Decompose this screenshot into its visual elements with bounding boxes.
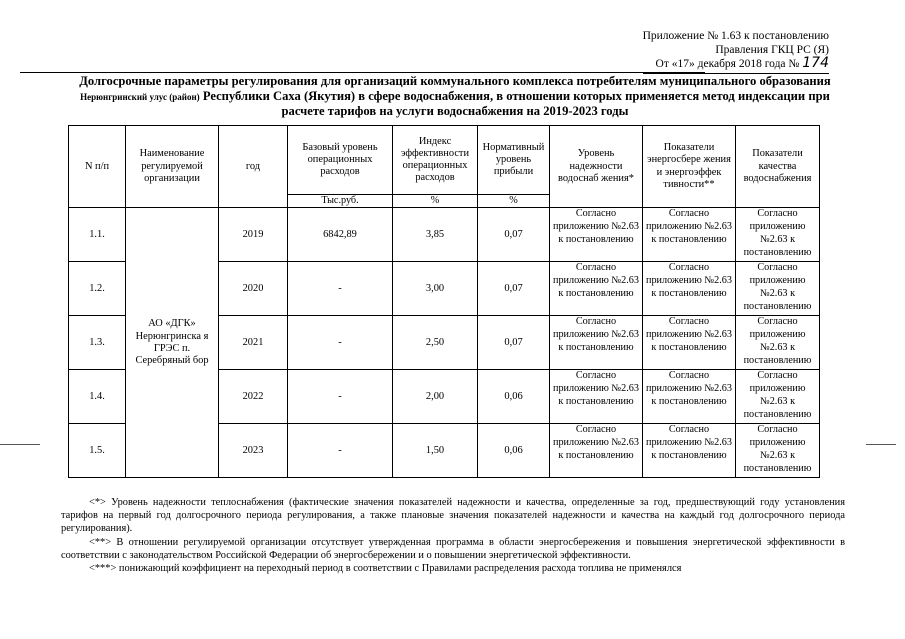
row-num: 1.4. (69, 370, 126, 424)
document-title (60, 74, 850, 119)
header-profit: Нормативный уровень прибыли (478, 126, 550, 195)
parameters-table (68, 125, 820, 478)
row-base: - (288, 424, 393, 478)
row-profit: 0,06 (478, 370, 550, 424)
header-quality: Показатели качества водоснабжения (736, 126, 820, 208)
header-reliability: Уровень надежности водоснаб жения* (550, 126, 643, 208)
row-year: 2021 (219, 316, 288, 370)
row-quality: Согласно приложению №2.63 к постановлению (736, 262, 820, 316)
row-reliability: Согласно приложению №2.63 к постановлению (550, 424, 643, 478)
row-num: 1.5. (69, 424, 126, 478)
row-profit: 0,07 (478, 262, 550, 316)
row-index: 1,50 (393, 424, 478, 478)
table-header-row (69, 126, 820, 195)
scan-artifact-line (866, 444, 896, 445)
row-reliability: Согласно приложению №2.63 к постановлению (550, 316, 643, 370)
row-energy: Согласно приложению №2.63 к постановлению (643, 262, 736, 316)
row-reliability: Согласно приложению №2.63 к постановлению (550, 208, 643, 262)
row-num: 1.3. (69, 316, 126, 370)
handwritten-number: 174 (802, 55, 829, 71)
row-energy: Согласно приложению №2.63 к постановлению (643, 424, 736, 478)
footnote-3: <***> понижающий коэффициент на переходный период в соответствии с Правилами распределения расхода топлива не применялся (89, 563, 682, 575)
footnote-1: <*> Уровень надежности теплоснабжения (фактические значения показателей надежности и качества, определенные за год, предшествующий году установления тарифов на первый год долгосрочного периода регулирования, а также плановые значения показателей надежности и качества на каждый год долгосрочного периода регулирования). (61, 497, 845, 535)
header-line-2: Правления ГКЦ РС (Я) (715, 43, 829, 56)
row-energy: Согласно приложению №2.63 к постановлению (643, 316, 736, 370)
organization-name: АО «ДГК» Нерюнгринска я ГРЭС п. Серебряный бор (126, 208, 219, 478)
header-num: N п/п (69, 126, 126, 208)
row-profit: 0,07 (478, 316, 550, 370)
row-base: - (288, 370, 393, 424)
row-num: 1.1. (69, 208, 126, 262)
header-index: Индекс эффективности операционных расходов (393, 126, 478, 195)
header-line-1: Приложение № 1.63 к постановлению (642, 30, 829, 42)
document-header (643, 30, 829, 74)
title-part-2: Республики Саха (Якутия) в сфере водоснабжения, в отношении которых применяется метод индексации при расчете тарифов на услуги водоснабжения на 2019-2023 годы (202, 88, 830, 118)
footnote-2: <**> В отношении регулируемой организации отсутствует утвержденная программа в области энергосбережения и повышения энергетической эффективности в соответствии с законодательством Российской Федерации об энергосбережении и о повышении энергетической эффективности. (61, 536, 845, 561)
row-num: 1.2. (69, 262, 126, 316)
row-energy: Согласно приложению №2.63 к постановлению (643, 208, 736, 262)
header-base: Базовый уровень операционных расходов (288, 126, 393, 195)
header-energy: Показатели энергосбере жения и энергоэффек тивности** (643, 126, 736, 208)
row-year: 2022 (219, 370, 288, 424)
row-quality: Согласно приложению №2.63 к постановлению (736, 208, 820, 262)
unit-index: % (393, 195, 478, 208)
header-date: От «17» декабря 2018 года № (655, 58, 800, 70)
table-row (69, 208, 820, 262)
row-quality: Согласно приложению №2.63 к постановлению (736, 316, 820, 370)
scan-artifact-line (0, 444, 40, 445)
title-part-1: Долгосрочные параметры регулирования для организаций коммунального комплекса потребителям муниципального образования (79, 74, 831, 88)
row-reliability: Согласно приложению №2.63 к постановлению (550, 370, 643, 424)
row-quality: Согласно приложению №2.63 к постановлению (736, 370, 820, 424)
footnotes (61, 496, 845, 575)
row-reliability: Согласно приложению №2.63 к постановлению (550, 262, 643, 316)
row-index: 2,50 (393, 316, 478, 370)
unit-profit: % (478, 195, 550, 208)
row-year: 2020 (219, 262, 288, 316)
header-org: Наименование регулируемой организации (126, 126, 219, 208)
title-district: Нерюнгринский улус (район) (80, 91, 200, 102)
row-index: 3,00 (393, 262, 478, 316)
header-year: год (219, 126, 288, 208)
row-index: 3,85 (393, 208, 478, 262)
row-year: 2019 (219, 208, 288, 262)
row-base: - (288, 262, 393, 316)
header-rule (20, 72, 705, 73)
row-base: 6842,89 (288, 208, 393, 262)
row-index: 2,00 (393, 370, 478, 424)
row-profit: 0,07 (478, 208, 550, 262)
row-year: 2023 (219, 424, 288, 478)
row-base: - (288, 316, 393, 370)
row-profit: 0,06 (478, 424, 550, 478)
row-energy: Согласно приложению №2.63 к постановлению (643, 370, 736, 424)
unit-base: Тыс.руб. (288, 195, 393, 208)
row-quality: Согласно приложению №2.63 к постановлению (736, 424, 820, 478)
